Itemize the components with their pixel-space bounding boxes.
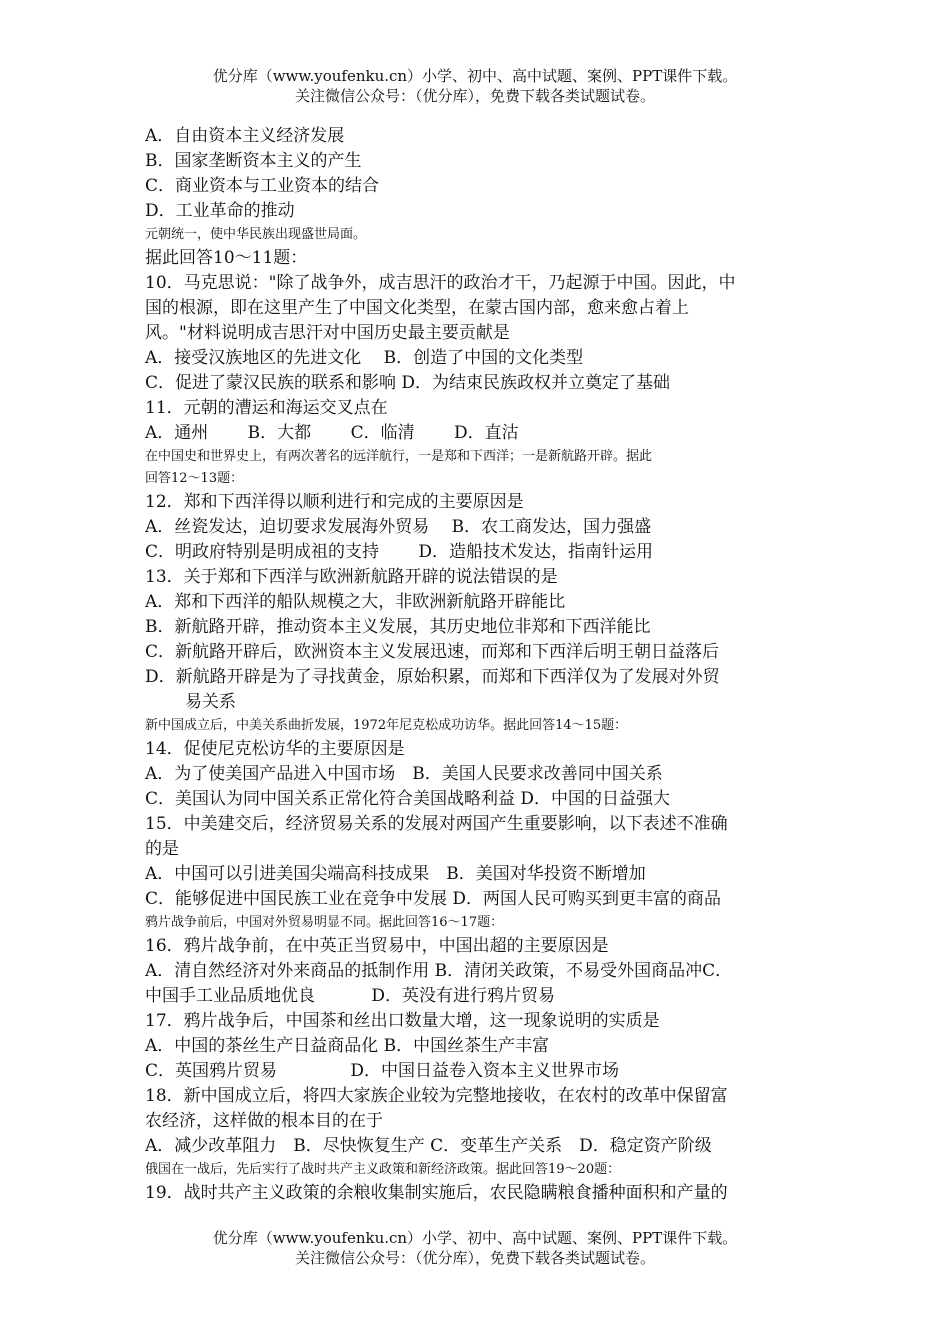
question-text-line: 11．元朝的漕运和海运交叉点在 (145, 398, 388, 418)
question-text-line: A．丝瓷发达，迫切要求发展海外贸易 B．农工商发达，国力强盛 (145, 517, 652, 537)
question-text-line: D．新航路开辟是为了寻找黄金，原始积累，而郑和下西洋仅为了发展对外贸 (145, 667, 720, 687)
question-text-line: 14．促使尼克松访华的主要原因是 (145, 739, 405, 759)
passage-intro-line: 俄国在一战后，先后实行了战时共产主义政策和新经济政策。据此回答19～20题： (145, 1162, 621, 1177)
question-text-line: C．新航路开辟后，欧洲资本主义发展迅速，而郑和下西洋后明王朝日益落后 (145, 642, 720, 662)
question-text-line: B．国家垄断资本主义的产生 (145, 151, 362, 171)
passage-intro-line: 在中国史和世界史上，有两次著名的远洋航行，一是郑和下西洋；一是新航路开辟。据此 (145, 449, 653, 464)
question-text-line: 中国手工业品质地优良 D．英没有进行鸦片贸易 (145, 986, 556, 1006)
passage-intro-line: 新中国成立后，中美关系曲折发展，1972年尼克松成功访华。据此回答14～15题： (145, 718, 628, 733)
question-text-line: 15．中美建交后，经济贸易关系的发展对两国产生重要影响，以下表述不准确 (145, 814, 728, 834)
question-text-line: 13．关于郑和下西洋与欧洲新航路开辟的说法错误的是 (145, 567, 558, 587)
passage-intro-line: 元朝统一，使中华民族出现盛世局面。 (145, 227, 367, 242)
question-text-line: A．自由资本主义经济发展 (145, 126, 345, 146)
question-text-line: 国的根源，即在这里产生了中国文化类型，在蒙古国内部，愈来愈占着上 (145, 298, 689, 318)
header-line-2: 关注微信公众号：（优分库），免费下载各类试题试卷。 (294, 87, 655, 105)
question-text-line: 16．鸦片战争前，在中英正当贸易中，中国出超的主要原因是 (145, 936, 609, 956)
question-text-line: C．美国认为同中国关系正常化符合美国战略利益 D．中国的日益强大 (145, 789, 671, 809)
question-text-line: D．工业革命的推动 (145, 201, 295, 221)
question-text-line: B．新航路开辟，推动资本主义发展，其历史地位非郑和下西洋能比 (145, 617, 651, 637)
question-text-line: 据此回答10～11题： (145, 248, 308, 268)
question-text-line: C．促进了蒙汉民族的联系和影响 D．为结束民族政权并立奠定了基础 (145, 373, 671, 393)
document-body (145, 124, 817, 1206)
question-text-line: A．减少改革阻力 B．尽快恢复生产 C．变革生产关系 D．稳定资产阶级 (145, 1136, 712, 1156)
question-text-line: 19．战时共产主义政策的余粮收集制实施后，农民隐瞒粮食播种面积和产量的 (145, 1183, 728, 1203)
question-text-line: A．接受汉族地区的先进文化 B．创造了中国的文化类型 (145, 348, 584, 368)
question-text-line: 12．郑和下西洋得以顺利进行和完成的主要原因是 (145, 492, 524, 512)
passage-intro-line: 回答12～13题： (145, 471, 244, 486)
question-text-line: A．为了使美国产品进入中国市场 B．美国人民要求改善同中国关系 (145, 764, 663, 784)
question-text-line: C．能够促进中国民族工业在竞争中发展 D．两国人民可购买到更丰富的商品 (145, 889, 722, 909)
question-text-line: A．清自然经济对外来商品的抵制作用 B．清闭关政策，不易受外国商品冲C． (145, 961, 733, 981)
question-text-line: 风。"材料说明成吉思汗对中国历史最主要贡献是 (145, 323, 510, 343)
footer-line-1: 优分库（www.youfenku.cn）小学、初中、高中试题、案例、PPT课件下载。 (212, 1229, 738, 1247)
question-text-line: C．明政府特别是明成祖的支持 D．造船技术发达，指南针运用 (145, 542, 654, 562)
page-header (0, 66, 950, 106)
page-footer (0, 1228, 950, 1268)
question-text-line: 10．马克思说："除了战争外，成吉思汗的政治才干，乃起源于中国。因此，中 (145, 273, 736, 293)
question-text-line: A．通州 B．大都 C．临清 D．直沽 (145, 423, 519, 443)
question-text-line: 易关系 (185, 692, 236, 712)
question-text-line: C．商业资本与工业资本的结合 (145, 176, 380, 196)
footer-line-2: 关注微信公众号：（优分库），免费下载各类试题试卷。 (294, 1249, 655, 1267)
question-text-line: 的是 (145, 839, 179, 859)
question-text-line: 17．鸦片战争后，中国茶和丝出口数量大增，这一现象说明的实质是 (145, 1011, 660, 1031)
question-text-line: A．中国可以引进美国尖端高科技成果 B．美国对华投资不断增加 (145, 864, 646, 884)
question-text-line: 18．新中国成立后，将四大家族企业较为完整地接收，在农村的改革中保留富 (145, 1086, 728, 1106)
question-text-line: A．郑和下西洋的船队规模之大，非欧洲新航路开辟能比 (145, 592, 566, 612)
question-text-line: A．中国的茶丝生产日益商品化 B．中国丝茶生产丰富 (145, 1036, 550, 1056)
header-line-1: 优分库（www.youfenku.cn）小学、初中、高中试题、案例、PPT课件下载。 (212, 67, 738, 85)
question-text-line: 农经济，这样做的根本目的在于 (145, 1111, 383, 1131)
passage-intro-line: 鸦片战争前后，中国对外贸易明显不同。据此回答16～17题： (145, 915, 504, 930)
question-text-line: C．英国鸦片贸易 D．中国日益卷入资本主义世界市场 (145, 1061, 620, 1081)
